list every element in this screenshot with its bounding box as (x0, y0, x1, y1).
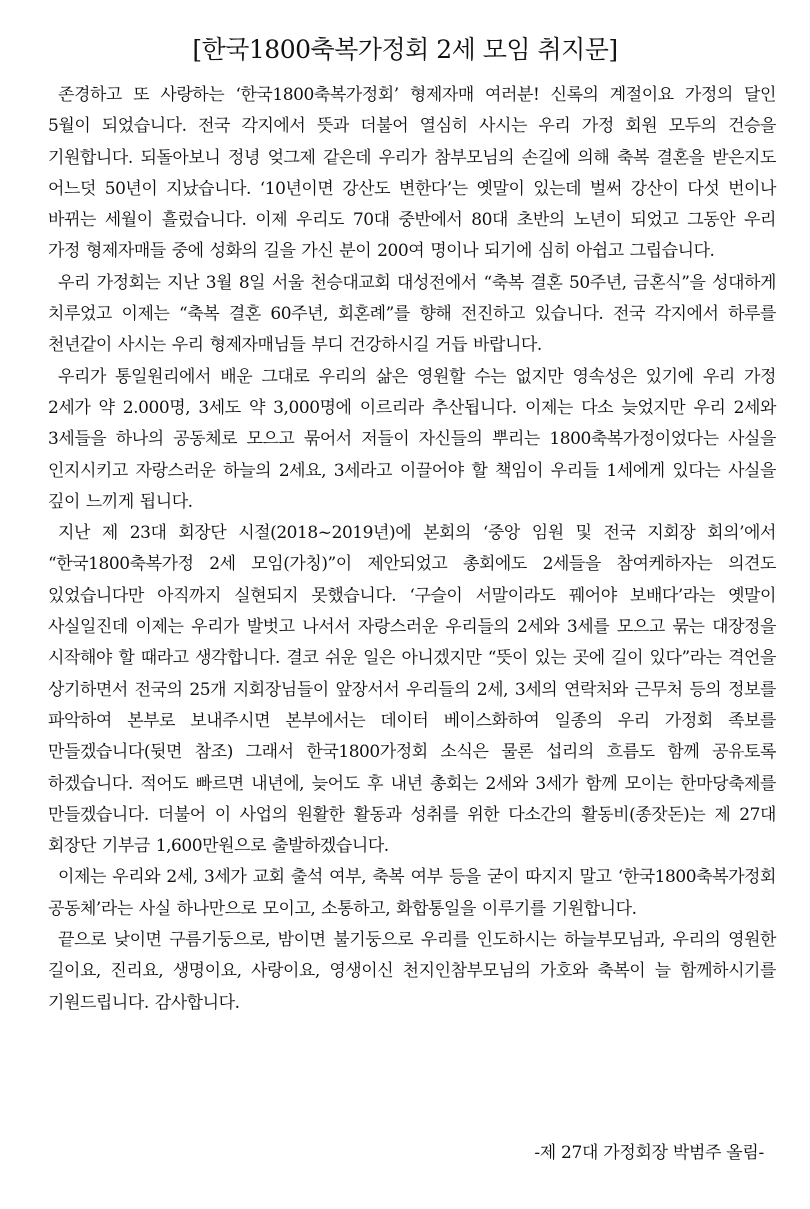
paragraph-5: 이제는 우리와 2세, 3세가 교회 출석 여부, 축복 여부 등을 굳이 따지지 말고 ‘한국1800축복가정회 공동체’라는 사실 하나만으로 모이고, 소통하고, 화합통일을 이루기를 기원합니다. (48, 867, 776, 919)
document-body (48, 80, 776, 1019)
signature: -제 27대 가정회장 박범주 올림- (534, 1143, 764, 1163)
paragraph-3: 우리가 통일원리에서 배운 그대로 우리의 삶은 영원할 수는 없지만 영속성은 있기에 우리 가정 2세가 약 2.000명, 3세도 약 3,000명에 이르리라 추산됩니다. 이제는 다소 늦었지만 우리 2세와 3세들을 하나의 공동체로 모으고 묶어서 저들이 자신들의 뿌리는 1800축복가정이었다는 사실을 인지시키고 자랑스러운 하늘의 2세요, 3세라고 이끌어야 할 책임이 우리들 1세에게 있다는 사실을 깊이 느끼게 됩니다. (48, 366, 776, 512)
paragraph-4: 지난 제 23대 회장단 시절(2018~2019년)에 본회의 ‘중앙 임원 및 전국 지회장 회의’에서 “한국1800축복가정 2세 모임(가칭)”이 제안되었고 총회에도 2세들을 참여케하자는 의견도 있었습니다만 아직까지 실현되지 못했습니다. ‘구슬이 서말이라도 꿰어야 보배다’라는 옛말이 사실일진데 이제는 우리가 발벗고 나서서 자랑스러운 우리들의 2세와 3세를 모으고 묶는 대장정을 시작해야 할 때라고 생각합니다. 결코 쉬운 일은 아니겠지만 “뜻이 있는 곳에 길이 있다”라는 격언을 상기하면서 전국의 25개 지회장님들이 앞장서서 우리들의 2세, 3세의 연락처와 근무처 등의 정보를 파악하여 본부로 보내주시면 본부에서는 데이터 베이스화하여 일종의 우리 가정회 족보를 만들겠습니다(뒷면 참조) 그래서 한국1800가정회 소식은 물론 섭리의 흐름도 함께 공유토록 하겠습니다. 적어도 빠르면 내년에, 늦어도 후 내년 총회는 2세와 3세가 함께 모이는 한마당축제를 만들겠습니다. 더불어 이 사업의 원활한 활동과 성취를 위한 다소간의 활동비(종잣돈)는 제 27대 회장단 기부금 1,600만원으로 출발하겠습니다. (48, 523, 776, 857)
paragraph-1: 존경하고 또 사랑하는 ‘한국1800축복가정회’ 형제자매 여러분! 신록의 계절이요 가정의 달인 5월이 되었습니다. 전국 각지에서 뜻과 더불어 열심히 사시는 우리 가정 회원 모두의 건승을 기원합니다. 되돌아보니 정녕 엊그제 같은데 우리가 참부모님의 손길에 의해 축복 결혼을 받은지도 어느덧 50년이 지났습니다. ‘10년이면 강산도 변한다’는 옛말이 있는데 벌써 강산이 다섯 번이나 바뀌는 세월이 흘렀습니다. 이제 우리도 70대 중반에서 80대 초반의 노년이 되었고 그동안 우리 가정 형제자매들 중에 성화의 길을 가신 분이 200여 명이나 되기에 심히 아쉽고 그립습니다. (48, 85, 776, 262)
paragraph-2: 우리 가정회는 지난 3월 8일 서울 천승대교회 대성전에서 “축복 결혼 50주년, 금혼식”을 성대하게 치루었고 이제는 “축복 결혼 60주년, 회혼례”를 향해 전진하고 있습니다. 전국 각지에서 하루를 천년같이 사시는 우리 형제자매님들 부디 건강하시길 거듭 바랍니다. (48, 272, 776, 356)
document-title: [한국1800축복가정회 2세 모임 취지문] (192, 35, 618, 64)
paragraph-6: 끝으로 낮이면 구름기둥으로, 밤이면 불기둥으로 우리를 인도하시는 하늘부모님과, 우리의 영원한 길이요, 진리요, 생명이요, 사랑이요, 영생이신 천지인참부모님의 가호와 축복이 늘 함께하시기를 기원드립니다. 감사합니다. (48, 930, 776, 1013)
